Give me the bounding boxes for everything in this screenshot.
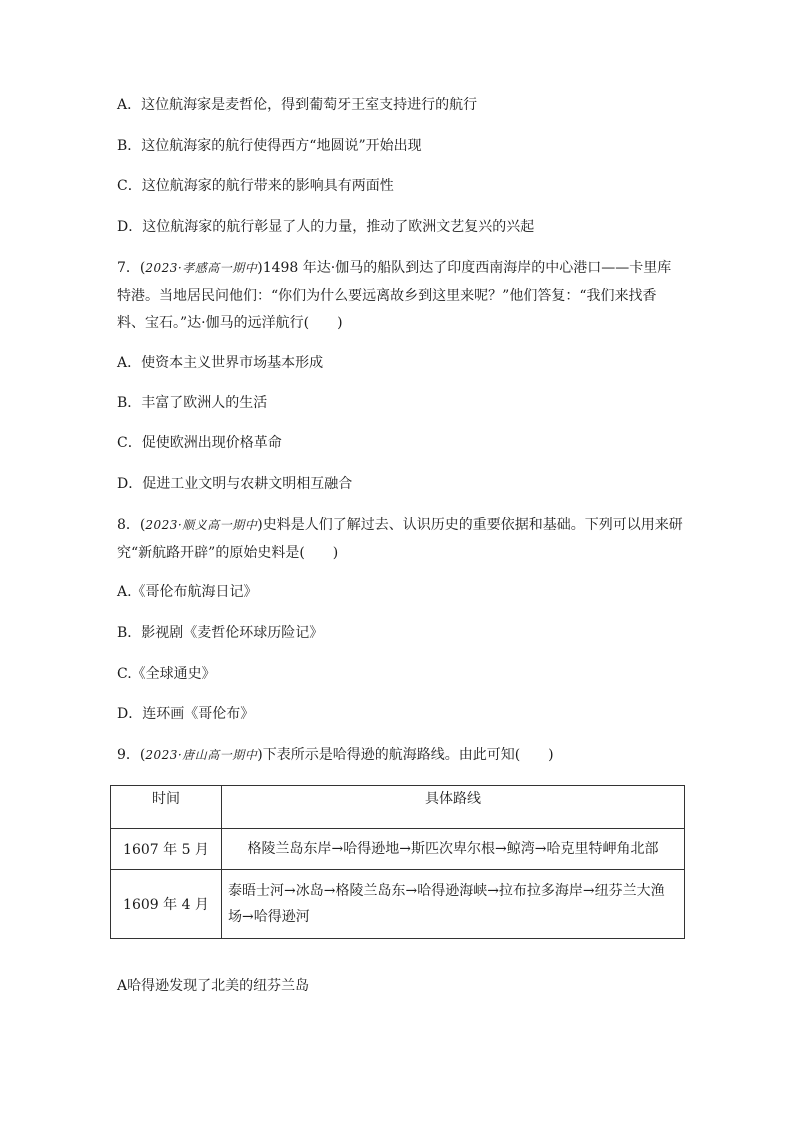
q8-option-b: B．影视剧《麦哲伦环球历险记》 [117, 625, 324, 641]
q8-stem-line1 [117, 515, 683, 535]
q8-option-a: A.《哥伦布航海日记》 [117, 584, 258, 600]
q9-number: 9．( [117, 747, 146, 763]
q6-option-d: D．这位航海家的航行彰显了人的力量，推动了欧洲文艺复兴的兴起 [117, 219, 535, 235]
q7-option-b: B．丰富了欧洲人的生活 [117, 395, 268, 411]
q7-option-a: A．使资本主义世界市场基本形成 [117, 355, 324, 371]
q9-source: 2023·唐山高一期中 [145, 748, 258, 762]
row-route: 格陵兰岛东岸→哈得逊地→斯匹次卑尔根→鲸湾→哈克里特岬角北部 [222, 829, 685, 870]
header-time: 时间 [111, 786, 222, 829]
q7-option-c: C．促使欧洲出现价格革命 [117, 435, 282, 451]
q7-source: 2023·孝感高一期中 [145, 261, 258, 275]
q8-option-d: D．连环画《哥伦布》 [117, 706, 255, 722]
row-time: 1607 年 5 月 [111, 829, 222, 870]
q7-stem-line3: 料、宝石。”达·伽马的远洋航行( ) [117, 315, 343, 331]
table-header-row [111, 786, 685, 829]
q7-number: 7．( [117, 260, 146, 276]
q7-stem-line1 [117, 258, 671, 278]
route-table [110, 785, 685, 939]
q7-option-d: D．促进工业文明与农耕文明相互融合 [117, 476, 353, 492]
header-route: 具体路线 [222, 786, 685, 829]
q9-stem-line1 [117, 745, 554, 765]
q6-option-c: C．这位航海家的航行带来的影响具有两面性 [117, 178, 394, 194]
q8-stem-line2: 究“新航路开辟”的原始史料是( ) [117, 545, 339, 561]
q7-stem-line2: 特港。当地居民问他们：“你们为什么要远离故乡到这里来呢？”他们答复：“我们来找香 [117, 288, 657, 304]
q8-source: 2023·顺义高一期中 [145, 518, 258, 532]
q8-option-c: C.《全球通史》 [117, 666, 216, 682]
q8-stem-text: )史料是人们了解过去、认识历史的重要依据和基础。下列可以用来研 [257, 517, 683, 533]
q9-stem-text: )下表所示是哈得逊的航海路线。由此可知( ) [257, 747, 554, 763]
table-row [111, 870, 685, 939]
row-route [222, 870, 685, 939]
row-time: 1609 年 4 月 [111, 870, 222, 939]
row-route-line1: 泰晤士河→冰岛→格陵兰岛东→哈得逊海峡→拉布拉多海岸→纽芬兰大渔 [228, 883, 665, 899]
table-row [111, 829, 685, 870]
q6-option-a: A．这位航海家是麦哲伦，得到葡萄牙王室支持进行的航行 [117, 97, 478, 113]
q8-number: 8．( [117, 517, 146, 533]
q6-option-b: B．这位航海家的航行使得西方“地圆说”开始出现 [117, 138, 422, 154]
row-route-line2: 场→哈得逊河 [228, 909, 310, 925]
q7-stem-text: )1498 年达·伽马的船队到达了印度西南海岸的中心港口——卡里库 [257, 260, 672, 276]
q9-option-a: A哈得逊发现了北美的纽芬兰岛 [117, 978, 310, 994]
